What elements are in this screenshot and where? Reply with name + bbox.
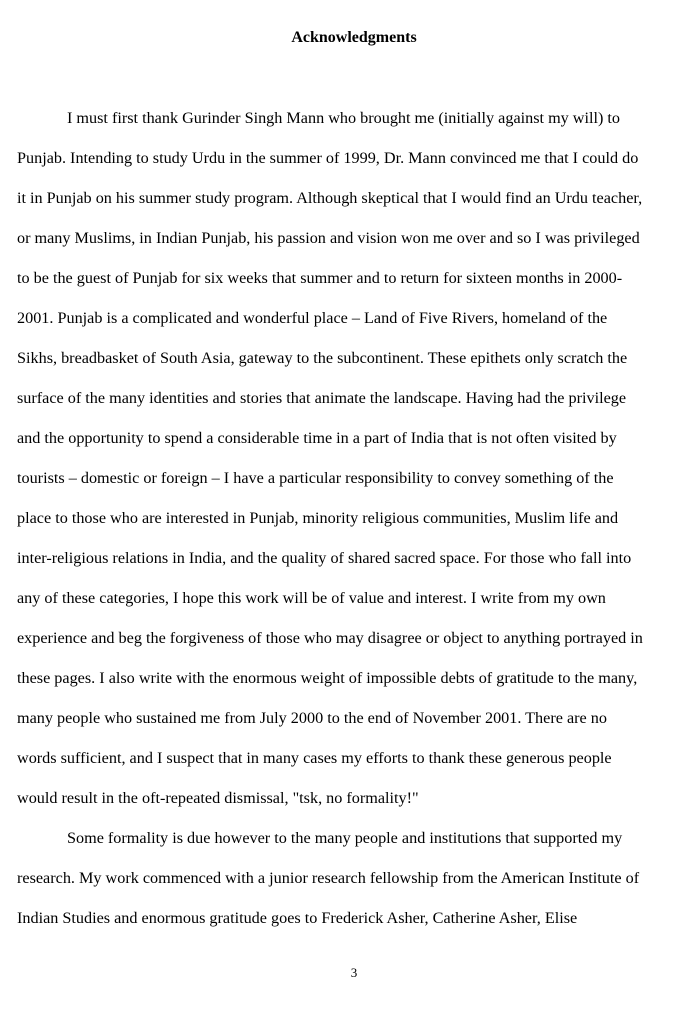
paragraph-1-line-14: experience and beg the forgiveness of those who may disagree or object to anything portrayed in xyxy=(17,629,643,647)
paragraph-2-line-2: research. My work commenced with a junior research fellowship from the American Institute of xyxy=(17,869,640,887)
paragraph-1-line-2: Punjab. Intending to study Urdu in the summer of 1999, Dr. Mann convinced me that I could do xyxy=(17,149,639,167)
paragraph-1-line-12: inter-religious relations in India, and the quality of shared sacred space. For those who fall into xyxy=(17,549,632,567)
page-number: 3 xyxy=(350,965,358,980)
paragraph-1-line-18: would result in the oft-repeated dismissal, "tsk, no formality!" xyxy=(17,789,419,807)
paragraph-1-line-11: place to those who are interested in Punjab, minority religious communities, Muslim life and xyxy=(17,509,619,527)
paragraph-1-line-15: these pages. I also write with the enormous weight of impossible debts of gratitude to the many, xyxy=(17,669,638,687)
paragraph-1-line-3: it in Punjab on his summer study program. Although skeptical that I would find an Urdu teacher, xyxy=(17,189,643,207)
paragraph-1-line-7: Sikhs, breadbasket of South Asia, gateway to the subcontinent. These epithets only scratch the xyxy=(17,349,628,367)
paragraph-1-line-1: I must first thank Gurinder Singh Mann who brought me (initially against my will) to xyxy=(67,109,621,127)
paragraph-1-line-9: and the opportunity to spend a considerable time in a part of India that is not often visited by xyxy=(17,429,617,447)
paragraph-1-line-5: to be the guest of Punjab for six weeks that summer and to return for sixteen months in 2000- xyxy=(17,269,623,287)
paragraph-1-line-4: or many Muslims, in Indian Punjab, his passion and vision won me over and so I was privileged xyxy=(17,229,640,247)
paragraph-1-line-8: surface of the many identities and stories that animate the landscape. Having had the privilege xyxy=(17,389,627,407)
paragraph-2-line-3: Indian Studies and enormous gratitude goes to Frederick Asher, Catherine Asher, Elise xyxy=(17,909,578,927)
paragraph-1-line-10: tourists – domestic or foreign – I have a particular responsibility to convey something of the xyxy=(17,469,614,487)
paragraph-1-line-17: words sufficient, and I suspect that in many cases my efforts to thank these generous people xyxy=(17,749,612,767)
paragraph-1-line-16: many people who sustained me from July 2000 to the end of November 2001. There are no xyxy=(17,709,607,727)
page-title: Acknowledgments xyxy=(291,29,417,46)
paragraph-2-line-1: Some formality is due however to the many people and institutions that supported my xyxy=(67,829,623,847)
paragraph-1-line-6: 2001. Punjab is a complicated and wonderful place – Land of Five Rivers, homeland of the xyxy=(17,309,608,327)
paragraph-1-line-13: any of these categories, I hope this work will be of value and interest. I write from my own xyxy=(17,589,606,607)
